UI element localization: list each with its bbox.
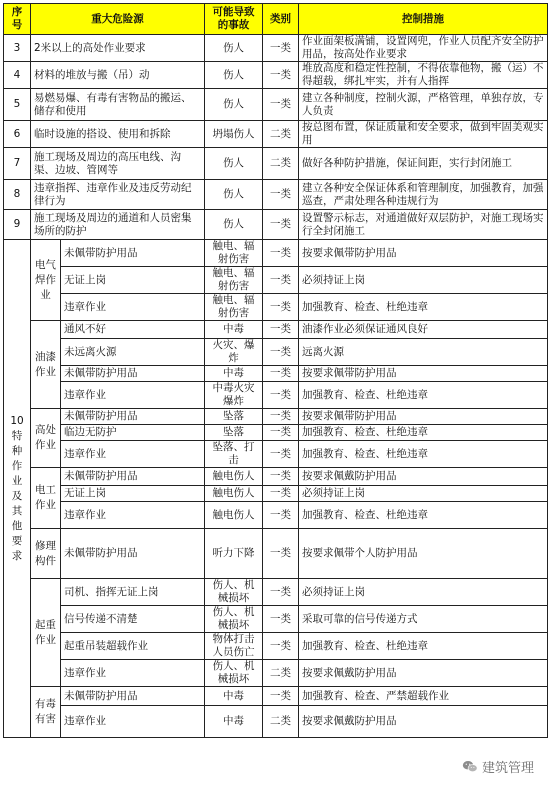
control-measure: 加强教育、检查、杜绝违章 [299, 633, 548, 660]
hazard-source: 施工现场及周边的高压电线、沟渠、边坡、管网等 [31, 148, 205, 180]
table-row [4, 468, 548, 486]
table-row [4, 240, 548, 267]
category: 二类 [263, 706, 299, 738]
category: 一类 [263, 240, 299, 267]
category: 二类 [263, 121, 299, 148]
table-row [4, 529, 548, 579]
hazard-source: 临边无防护 [61, 425, 205, 441]
possible-accident: 伤人 [205, 89, 263, 121]
table-row [4, 687, 548, 706]
table-row [4, 210, 548, 240]
control-measure: 作业面架板满铺，设置网兜，作业人员配齐安全防护用品，按高处作业要求 [299, 35, 548, 62]
category: 一类 [263, 502, 299, 529]
watermark-text: 建筑管理 [481, 761, 534, 776]
control-measure: 建立各种制度，控制火源，严格管理，单独存放，专人负责 [299, 89, 548, 121]
work-type-label: 修理构件 [31, 529, 61, 579]
work-type-label: 高处作业 [31, 409, 61, 468]
hazard-source: 起重吊装超载作业 [61, 633, 205, 660]
category: 一类 [263, 35, 299, 62]
work-type-label: 电工作业 [31, 468, 61, 529]
category: 一类 [263, 633, 299, 660]
control-measure: 必须持证上岗 [299, 579, 548, 606]
control-measure: 按要求佩戴防护用品 [299, 468, 548, 486]
table-row [4, 441, 548, 468]
control-measure: 设置警示标志，对通道做好双层防护，对施工现场实行全封闭施工 [299, 210, 548, 240]
table-row [4, 267, 548, 294]
possible-accident: 火灾、爆炸 [205, 339, 263, 366]
row-number: 6 [4, 121, 31, 148]
row-number: 8 [4, 180, 31, 210]
category: 一类 [263, 579, 299, 606]
table-row [4, 89, 548, 121]
hazard-source: 违章作业 [61, 706, 205, 738]
table-row [4, 366, 548, 382]
category: 一类 [263, 529, 299, 579]
possible-accident: 触电、辐射伤害 [205, 294, 263, 321]
category: 一类 [263, 321, 299, 339]
table-row [4, 606, 548, 633]
possible-accident: 触电伤人 [205, 486, 263, 502]
table-row [4, 62, 548, 89]
hazard-source: 未佩带防护用品 [61, 240, 205, 267]
section-number-label: 10特种作业及其他要求 [4, 240, 31, 738]
header-accident: 可能导致的事故 [205, 4, 263, 35]
control-measure: 加强教育、检查、杜绝违章 [299, 441, 548, 468]
control-measure: 加强教育、检查、严禁超载作业 [299, 687, 548, 706]
category: 一类 [263, 267, 299, 294]
category: 一类 [263, 89, 299, 121]
watermark [462, 757, 534, 776]
hazard-source: 无证上岗 [61, 267, 205, 294]
hazard-source: 信号传递不清楚 [61, 606, 205, 633]
possible-accident: 触电伤人 [205, 502, 263, 529]
control-measure: 加强教育、检查、杜绝违章 [299, 382, 548, 409]
category: 一类 [263, 382, 299, 409]
control-measure: 加强教育、检查、杜绝违章 [299, 425, 548, 441]
hazard-source: 违章指挥、违章作业及违反劳动纪律行为 [31, 180, 205, 210]
possible-accident: 触电伤人 [205, 468, 263, 486]
control-measure: 远离火源 [299, 339, 548, 366]
category: 一类 [263, 180, 299, 210]
hazard-source: 违章作业 [61, 660, 205, 687]
hazard-source: 无证上岗 [61, 486, 205, 502]
control-measure: 加强教育、检查、杜绝违章 [299, 294, 548, 321]
control-measure: 堆放高度和稳定性控制，不得依靠他物，搬（运）不得超载，绑扎牢实，并有人指挥 [299, 62, 548, 89]
wechat-icon [462, 760, 478, 773]
control-measure: 按要求佩带防护用品 [299, 409, 548, 425]
possible-accident: 物体打击人员伤亡 [205, 633, 263, 660]
work-type-label: 有毒有害 [31, 687, 61, 738]
possible-accident: 伤人 [205, 180, 263, 210]
work-type-label: 油漆作业 [31, 321, 61, 409]
table-row [4, 35, 548, 62]
possible-accident: 坠落 [205, 425, 263, 441]
control-measure: 按总图布置，保证质量和安全要求，做到牢固美观实用 [299, 121, 548, 148]
control-measure: 必须持证上岗 [299, 486, 548, 502]
category: 二类 [263, 660, 299, 687]
hazard-source: 未远离火源 [61, 339, 205, 366]
hazard-source: 违章作业 [61, 382, 205, 409]
category: 一类 [263, 294, 299, 321]
category: 一类 [263, 468, 299, 486]
table-row [4, 409, 548, 425]
control-measure: 做好各种防护措施，保证间距，实行封闭施工 [299, 148, 548, 180]
hazard-source: 未佩带防护用品 [61, 687, 205, 706]
possible-accident: 中毒 [205, 706, 263, 738]
possible-accident: 伤人 [205, 148, 263, 180]
hazard-source: 未佩带防护用品 [61, 366, 205, 382]
table-row [4, 706, 548, 738]
control-measure: 按要求佩带个人防护用品 [299, 529, 548, 579]
row-number: 9 [4, 210, 31, 240]
hazard-source: 司机、指挥无证上岗 [61, 579, 205, 606]
category: 一类 [263, 339, 299, 366]
control-measure: 建立各种安全保证体系和管理制度，加强教育，加强巡查，严肃处理各种违规行为 [299, 180, 548, 210]
header-source: 重大危险源 [31, 4, 205, 35]
possible-accident: 坠落 [205, 409, 263, 425]
category: 一类 [263, 409, 299, 425]
hazard-source: 违章作业 [61, 502, 205, 529]
hazard-source: 临时设施的搭设、使用和拆除 [31, 121, 205, 148]
category: 一类 [263, 441, 299, 468]
possible-accident: 中毒 [205, 366, 263, 382]
category: 一类 [263, 366, 299, 382]
category: 一类 [263, 62, 299, 89]
table-row [4, 148, 548, 180]
possible-accident: 触电、辐射伤害 [205, 267, 263, 294]
row-number: 5 [4, 89, 31, 121]
hazard-source: 未佩带防护用品 [61, 529, 205, 579]
possible-accident: 中毒火灾爆炸 [205, 382, 263, 409]
category: 一类 [263, 486, 299, 502]
control-measure: 必须持证上岗 [299, 267, 548, 294]
category: 一类 [263, 606, 299, 633]
hazard-source: 未佩带防护用品 [61, 468, 205, 486]
table-row [4, 294, 548, 321]
possible-accident: 触电、辐射伤害 [205, 240, 263, 267]
possible-accident: 中毒 [205, 687, 263, 706]
possible-accident: 听力下降 [205, 529, 263, 579]
row-number: 3 [4, 35, 31, 62]
table-row [4, 502, 548, 529]
possible-accident: 伤人 [205, 35, 263, 62]
table-row [4, 633, 548, 660]
hazard-source: 通风不好 [61, 321, 205, 339]
row-number: 4 [4, 62, 31, 89]
possible-accident: 伤人 [205, 210, 263, 240]
control-measure: 按要求佩戴防护用品 [299, 706, 548, 738]
control-measure: 按要求佩戴防护用品 [299, 660, 548, 687]
row-number: 7 [4, 148, 31, 180]
table-row [4, 339, 548, 366]
possible-accident: 坍塌伤人 [205, 121, 263, 148]
header-measure: 控制措施 [299, 4, 548, 35]
table-row [4, 321, 548, 339]
work-type-label: 电气焊作业 [31, 240, 61, 321]
work-type-label: 起重作业 [31, 579, 61, 687]
hazard-source: 未佩带防护用品 [61, 409, 205, 425]
hazard-source: 违章作业 [61, 294, 205, 321]
possible-accident: 中毒 [205, 321, 263, 339]
header-category: 类别 [263, 4, 299, 35]
table-row [4, 382, 548, 409]
table-row [4, 180, 548, 210]
category: 一类 [263, 425, 299, 441]
hazard-source: 材料的堆放与搬（吊）动 [31, 62, 205, 89]
category: 一类 [263, 210, 299, 240]
table-row [4, 660, 548, 687]
control-measure: 采取可靠的信号传递方式 [299, 606, 548, 633]
category: 一类 [263, 687, 299, 706]
table-row [4, 425, 548, 441]
table-row [4, 486, 548, 502]
possible-accident: 伤人 [205, 62, 263, 89]
hazard-table [3, 3, 548, 738]
control-measure: 按要求佩带防护用品 [299, 366, 548, 382]
control-measure: 按要求佩带防护用品 [299, 240, 548, 267]
header-row [4, 4, 548, 35]
header-no: 序号 [4, 4, 31, 35]
table-row [4, 121, 548, 148]
hazard-source: 违章作业 [61, 441, 205, 468]
control-measure: 加强教育、检查、杜绝违章 [299, 502, 548, 529]
possible-accident: 伤人、机械损坏 [205, 660, 263, 687]
hazard-source: 2米以上的高处作业要求 [31, 35, 205, 62]
hazard-source: 施工现场及周边的通道和人员密集场所的防护 [31, 210, 205, 240]
possible-accident: 坠落、打击 [205, 441, 263, 468]
possible-accident: 伤人、机械损坏 [205, 579, 263, 606]
control-measure: 油漆作业必须保证通风良好 [299, 321, 548, 339]
possible-accident: 伤人、机械损坏 [205, 606, 263, 633]
category: 二类 [263, 148, 299, 180]
table-row [4, 579, 548, 606]
hazard-source: 易燃易爆、有毒有害物品的搬运、储存和使用 [31, 89, 205, 121]
